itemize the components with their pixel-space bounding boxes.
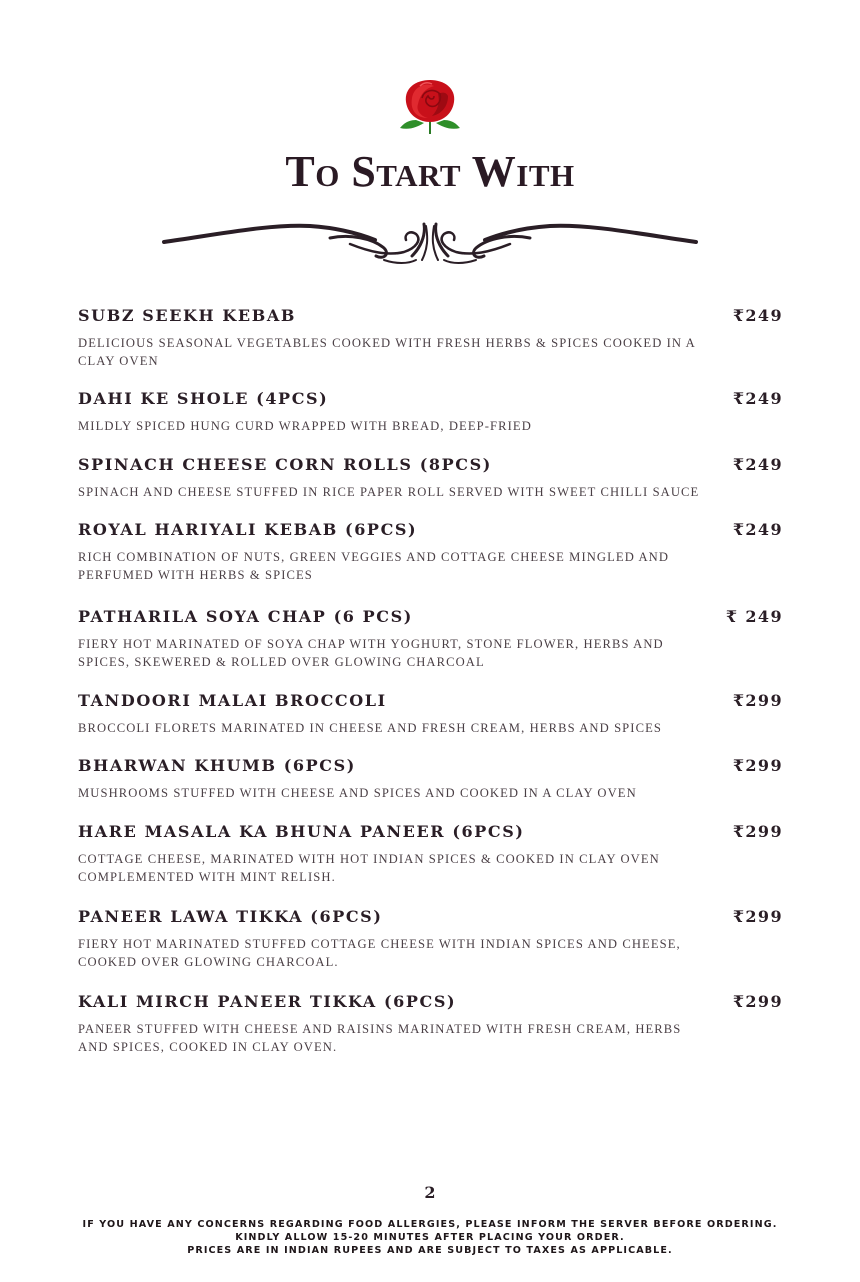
menu-item: [78, 992, 783, 1077]
menu-item: [78, 907, 783, 992]
footer-allergy-note: IF YOU HAVE ANY CONCERNS REGARDING FOOD ALLERGIES, PLEASE INFORM THE SERVER BEFORE ORDERING.: [82, 1219, 778, 1230]
footer-notice: [0, 1218, 860, 1257]
item-price: ₹299: [732, 822, 783, 841]
menu-item: [78, 389, 783, 455]
item-price: ₹249: [732, 455, 783, 474]
item-price: ₹299: [732, 907, 783, 926]
item-description: MILDLY SPICED HUNG CURD WRAPPED WITH BREAD, DEEP-FRIED: [78, 419, 532, 433]
menu-item: [78, 756, 783, 822]
item-price: ₹299: [732, 691, 783, 710]
item-name: PANEER LAWA TIKKA (6PCS): [78, 907, 383, 926]
ornamental-flourish-divider: [160, 212, 700, 268]
item-price: ₹299: [732, 992, 783, 1011]
item-name: ROYAL HARIYALI KEBAB (6PCS): [78, 520, 418, 539]
item-name: HARE MASALA KA BHUNA PANEER (6PCS): [78, 822, 525, 841]
item-description: MUSHROOMS STUFFED WITH CHEESE AND SPICES AND COOKED IN A CLAY OVEN: [78, 786, 637, 800]
item-name: KALI MIRCH PANEER TIKKA (6PCS): [78, 992, 457, 1011]
item-description: FIERY HOT MARINATED OF SOYA CHAP WITH YOGHURT, STONE FLOWER, HERBS AND SPICES, SKEWERED & ROLLED OVER GLOWING CHARCOAL: [78, 637, 664, 669]
menu-item: [78, 691, 783, 756]
item-name: SUBZ SEEKH KEBAB: [78, 306, 296, 325]
item-name: PATHARILA SOYA CHAP (6 PCS): [78, 607, 413, 626]
item-name: SPINACH CHEESE CORN ROLLS (8PCS): [78, 455, 492, 474]
item-price: ₹249: [732, 306, 783, 325]
item-description: DELICIOUS SEASONAL VEGETABLES COOKED WITH FRESH HERBS & SPICES COOKED IN A CLAY OVEN: [78, 336, 696, 368]
menu-item: [78, 455, 783, 520]
item-name: BHARWAN KHUMB (6PCS): [78, 756, 356, 775]
item-price: ₹299: [732, 756, 783, 775]
item-description: SPINACH AND CHEESE STUFFED IN RICE PAPER ROLL SERVED WITH SWEET CHILLI SAUCE: [78, 485, 700, 499]
menu-item: [78, 607, 783, 691]
menu-item: [78, 306, 783, 389]
page-number: 2: [424, 1183, 436, 1202]
item-description: PANEER STUFFED WITH CHEESE AND RAISINS MARINATED WITH FRESH CREAM, HERBS AND SPICES, COOKED IN CLAY OVEN.: [78, 1022, 682, 1054]
item-name: TANDOORI MALAI BROCCOLI: [78, 691, 387, 710]
item-description: RICH COMBINATION OF NUTS, GREEN VEGGIES AND COTTAGE CHEESE MINGLED AND PERFUMED WITH HERBS & SPICES: [78, 550, 670, 582]
menu-item: [78, 822, 783, 907]
footer-price-note: PRICES ARE IN INDIAN RUPEES AND ARE SUBJECT TO TAXES AS APPLICABLE.: [187, 1245, 673, 1256]
item-price: ₹249: [732, 389, 783, 408]
item-price: ₹ 249: [725, 607, 783, 626]
footer-wait-note: KINDLY ALLOW 15-20 MINUTES AFTER PLACING YOUR ORDER.: [235, 1232, 625, 1243]
item-description: BROCCOLI FLORETS MARINATED IN CHEESE AND FRESH CREAM, HERBS AND SPICES: [78, 721, 662, 735]
item-description: FIERY HOT MARINATED STUFFED COTTAGE CHEESE WITH INDIAN SPICES AND CHEESE, COOKED OVER GLOWING CHARCOAL.: [78, 937, 681, 969]
page-title: To Start With: [285, 147, 575, 196]
menu-item: [78, 520, 783, 607]
item-description: COTTAGE CHEESE, MARINATED WITH HOT INDIAN SPICES & COOKED IN CLAY OVEN COMPLEMENTED WITH MINT RELISH.: [78, 852, 660, 884]
item-price: ₹249: [732, 520, 783, 539]
menu-items-list: [78, 306, 783, 1077]
rose-icon: [398, 76, 462, 136]
item-name: DAHI KE SHOLE (4PCS): [78, 389, 329, 408]
